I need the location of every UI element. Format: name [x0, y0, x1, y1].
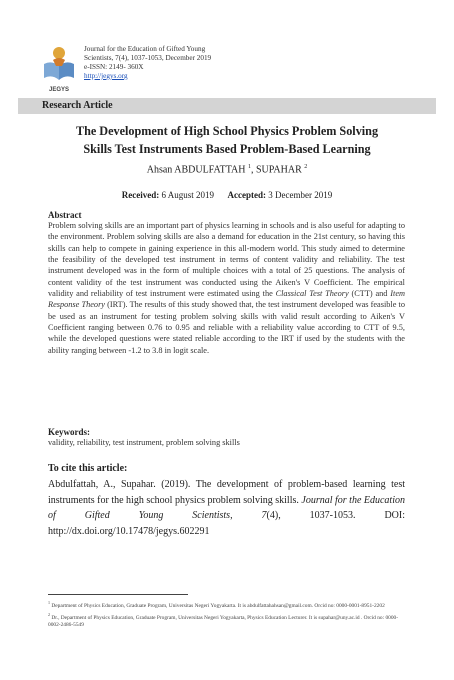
article-dates — [0, 190, 454, 200]
authors — [0, 164, 454, 175]
journal-name: Journal for the Education of Gifted Young — [84, 45, 206, 53]
journal-issn: e-ISSN: 2149- 360X — [84, 63, 144, 71]
abstract-part-2: (CTT) and — [348, 289, 391, 299]
author-1: Ahsan ABDULFATTAH — [146, 164, 246, 176]
abstract-part-3: (IRT). The results of this study showed that, the test instrument developed was feasible to be used as an instrument for testing problem solving skills with valid result according to Aiken's V Coefficient ranging between 0.76 to 0.95 and reliable with a reliability value according to CTT of 9.5, while the developed questions were stated reliable according to the IRT if used by the students with the ability ranging between -1.2 to 3.8 in logit scale. — [48, 300, 405, 355]
author-2: SUPAHAR — [255, 164, 302, 176]
citation-part-1: Abdulfattah, A., Supahar. (2019). The development of problem-based learning test instruments for the high school physics problem solving skills. — [48, 479, 405, 506]
accepted-date: 3 December 2019 — [268, 190, 333, 200]
accepted-label: Accepted: — [227, 190, 266, 200]
citation-text — [48, 477, 405, 539]
article-type-bar — [18, 98, 436, 114]
title-line-2: Skills Test Instruments Based Problem-Based Learning — [83, 142, 371, 156]
journal-logo — [40, 40, 78, 94]
abstract-text — [48, 220, 405, 356]
article-title — [40, 122, 414, 158]
footnote-2-text: Dr., Department of Physics Education, Graduate Program, Universitas Negeri Yogyakarta, Physics Education Lecturer. It is supahar@uny.ac.id . Orcid no: 0000-0002-2486-5549 — [48, 614, 399, 629]
author-1-ref: 1 — [247, 164, 251, 170]
keywords-heading: Keywords: — [48, 427, 90, 437]
journal-header — [84, 45, 211, 81]
footnote-1 — [48, 599, 405, 611]
logo-head — [53, 47, 65, 59]
journal-volume: Scientists, 7(4), 1037-1053, December 2019 — [84, 54, 212, 62]
footnote-2 — [48, 611, 405, 630]
keywords-text: validity, reliability, test instrument, problem solving skills — [48, 438, 240, 447]
citation-part-2: (4), 1037-1053. DOI: http://dx.doi.org/10.17478/jegys.602291 — [48, 510, 405, 537]
logo-text: JEGYS — [48, 87, 70, 93]
abstract-heading: Abstract — [48, 210, 82, 220]
received-date: 6 August 2019 — [161, 190, 215, 200]
received-label: Received: — [121, 190, 160, 200]
footnote-1-text: Department of Physics Education, Graduate Program, Universitas Negeri Yogyakarta. It is abdulfattahahsan@gmail.com. Orcid no: 0000-0001-8951-2202 — [50, 602, 385, 609]
abstract-irt: Item Response Theory — [48, 289, 406, 310]
title-line-1: The Development of High School Physics Problem Solving — [75, 124, 379, 138]
author-2-ref: 2 — [304, 164, 308, 170]
author-separator: , — [250, 164, 256, 176]
citation-journal: Journal for the Education of Gifted Young Scientists, 7 — [48, 494, 405, 522]
citation-heading: To cite this article: — [48, 463, 128, 474]
abstract-part-1: Problem solving skills are an important part of physics learning in schools and is also useful for adapting to the environment. Problem solving skills are also a demand for education in the 21st century, so having this skills can help to compete in gaining experience in this all-modern world. This study aimed to determine the feasibility of the developed test instrument in terms of content validity and reliability. The test instrument developed was in the form of multiple choices with a total of 25 questions. The analysis of content validity of the test instrument was conducted using the Aiken's V Coefficient. The empirical validity and reliability of test instrument were estimated using the — [48, 221, 405, 299]
footnote-2-mark: 2 — [48, 611, 50, 617]
footnote-1-mark: 1 — [48, 600, 50, 605]
footnotes — [48, 599, 405, 630]
footnote-rule — [48, 594, 188, 595]
article-type: Research Article — [42, 100, 113, 111]
abstract-ctt: Classical Test Theory — [275, 289, 349, 299]
journal-link[interactable]: http://jegys.org — [84, 72, 128, 80]
